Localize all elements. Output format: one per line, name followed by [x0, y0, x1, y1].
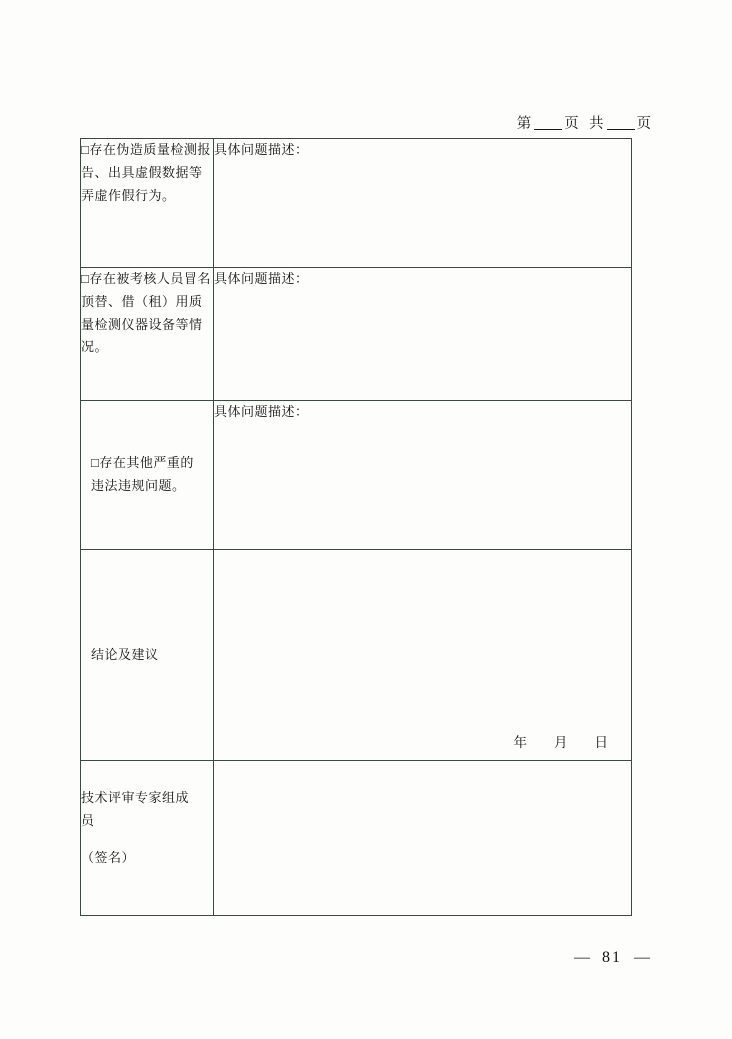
- row-desc-impersonation[interactable]: 具体问题描述：: [214, 268, 632, 401]
- header-page-unit: 页: [564, 116, 580, 132]
- signature-label-line3: （签名）: [81, 849, 136, 865]
- date-line: [514, 731, 610, 751]
- row-label-other-violation: □存在其他严重的违法违规问题。: [81, 401, 214, 550]
- page-header: [80, 112, 652, 133]
- table-row: [81, 550, 632, 761]
- header-page-prefix: 第: [516, 116, 533, 132]
- page-number-value: 81: [602, 949, 622, 966]
- row-desc-other-violation[interactable]: 具体问题描述：: [214, 401, 632, 550]
- header-page-blank: [534, 129, 562, 130]
- header-total-blank: [607, 129, 635, 130]
- review-form-table: [80, 138, 632, 916]
- table-row: [81, 139, 632, 268]
- table-row: [81, 761, 632, 916]
- row-label-signature: [81, 761, 214, 916]
- table-row: [81, 401, 632, 550]
- row-label-impersonation: □存在被考核人员冒名顶替、借（租）用质量检测仪器设备等情况。: [81, 268, 214, 401]
- row-desc-forgery[interactable]: 具体问题描述：: [214, 139, 632, 268]
- date-year-label: 年: [513, 735, 528, 750]
- row-label-forgery: □存在伪造质量检测报告、出具虚假数据等弄虚作假行为。: [81, 139, 214, 268]
- date-day-label: 日: [594, 735, 609, 750]
- row-value-signature[interactable]: [214, 735, 632, 916]
- date-month-label: 月: [554, 735, 569, 750]
- page-number-footer: [574, 949, 650, 967]
- signature-label-line2: 员: [81, 812, 95, 828]
- page-number-dash-right: —: [634, 949, 650, 966]
- row-label-conclusion: 结论及建议: [81, 550, 214, 761]
- page-number-dash-left: —: [574, 949, 590, 966]
- table-row: [81, 268, 632, 401]
- row-value-conclusion[interactable]: [214, 550, 632, 761]
- signature-label-line1: 技术评审专家组成: [81, 790, 190, 805]
- header-total-prefix: 共: [589, 116, 605, 132]
- header-total-unit: 页: [636, 116, 652, 132]
